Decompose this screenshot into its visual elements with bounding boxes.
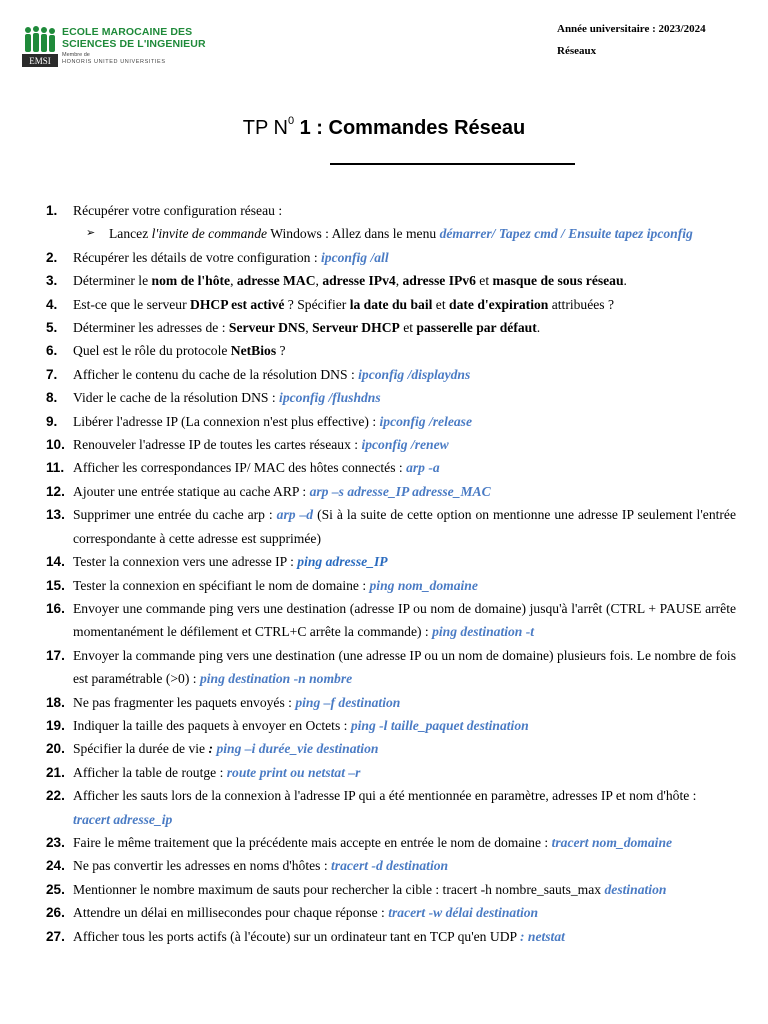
command-text: tracert -d destination (331, 858, 449, 874)
command-text: route print ou netstat –r (226, 764, 361, 780)
list-item: 12. Ajouter une entrée statique au cache ARP : arp –s adresse_IP adresse_MAC (46, 480, 736, 503)
title-prefix: TP N (242, 117, 288, 139)
title-superscript: 0 (287, 115, 295, 127)
item-number: 15. (46, 577, 65, 593)
command-text: tracert -w délai destination (388, 905, 539, 921)
command-text: tracert adresse_ip (73, 811, 173, 827)
logo-line-4: HONORIS UNITED UNIVERSITIES (62, 59, 166, 65)
instruction-list (46, 199, 736, 948)
item-number: 26. (46, 905, 65, 921)
list-item: 6. Quel est le rôle du protocole NetBios ? (46, 339, 736, 362)
command-text: ipconfig /flushdns (279, 390, 381, 406)
command-text: arp –d (276, 507, 314, 523)
command-text: tracert nom_domaine (551, 834, 673, 850)
item-number: 21. (46, 764, 65, 780)
module-name: Réseaux (557, 45, 597, 57)
list-item: 3. Déterminer le nom de l'hôte, adresse MAC, adresse IPv4, adresse IPv6 et masque de sous réseau. (46, 269, 736, 292)
item-number: 27. (46, 928, 65, 944)
list-item: 7. Afficher le contenu du cache de la résolution DNS : ipconfig /displaydns (46, 363, 736, 386)
header-info (557, 22, 706, 58)
item-number: 12. (46, 483, 65, 499)
item-number: 1. (46, 203, 58, 218)
command-text: arp –s adresse_IP adresse_MAC (309, 483, 491, 499)
list-item: 14. Tester la connexion vers une adresse IP : ping adresse_IP (46, 550, 736, 573)
item-number: 17. (46, 647, 65, 663)
command-text: : netstat (519, 928, 565, 944)
list-item: 10. Renouveler l'adresse IP de toutes les cartes réseaux : ipconfig /renew (46, 433, 736, 456)
command-text: ping –i durée_vie destination (216, 741, 379, 757)
command-text: arp -a (406, 460, 440, 476)
title-underline (330, 163, 575, 165)
command-text: ping –f destination (295, 694, 401, 710)
list-item: 19. Indiquer la taille des paquets à envoyer en Octets : ping -l taille_paquet destination (46, 714, 736, 737)
list-item: 24. Ne pas convertir les adresses en noms d'hôtes : tracert -d destination (46, 854, 736, 877)
command-text: démarrer/ Tapez cmd / Ensuite tapez ipconfig (439, 226, 693, 242)
list-item: 16. Envoyer une commande ping vers une destination (adresse IP ou nom de domaine) jusqu'à l'arrêt (CTRL + PAUSE arrête momentanément le défilement et CTRL+C arrête la commande) : ping destination -t (46, 597, 736, 644)
item-number: 16. (46, 600, 65, 616)
command-text: ping nom_domaine (369, 577, 478, 593)
list-item: 15. Tester la connexion en spécifiant le nom de domaine : ping nom_domaine (46, 574, 736, 597)
item-number: 7. (46, 366, 58, 382)
school-logo (22, 24, 206, 70)
logo-line-2: SCIENCES DE L'INGENIEUR (62, 38, 206, 50)
list-item: 8. Vider le cache de la résolution DNS : ipconfig /flushdns (46, 386, 736, 409)
item-number: 8. (46, 390, 58, 406)
list-item: 13. Supprimer une entrée du cache arp : arp –d (Si à la suite de cette option on mentionne une adresse IP seulement l'entrée correspondante à cette adresse est supprimée) (46, 503, 736, 550)
list-item: 20. Spécifier la durée de vie : ping –i durée_vie destination (46, 737, 736, 760)
item-number: 25. (46, 881, 65, 897)
list-item: 5. Déterminer les adresses de : Serveur DNS, Serveur DHCP et passerelle par défaut. (46, 316, 736, 339)
item-number: 3. (46, 273, 58, 289)
item-number: 13. (46, 507, 65, 523)
item-number: 5. (46, 320, 58, 336)
item-number: 9. (46, 413, 58, 429)
list-item: 11. Afficher les correspondances IP/ MAC des hôtes connectés : arp -a (46, 456, 736, 479)
command-text: ping -l taille_paquet destination (350, 717, 529, 733)
command-text: ping destination -t (432, 624, 535, 640)
item-number: 6. (46, 343, 58, 359)
list-item: 2. Récupérer les détails de votre configuration : ipconfig /all (46, 246, 736, 269)
logo-line-1: ECOLE MAROCAINE DES (62, 26, 193, 38)
item-number: 10. (46, 437, 65, 453)
list-item: 9. Libérer l'adresse IP (La connexion n'est plus effective) : ipconfig /release (46, 410, 736, 433)
item-number: 2. (46, 249, 58, 265)
page-title (0, 117, 768, 140)
list-item: 27. Afficher tous les ports actifs (à l'écoute) sur un ordinateur tant en TCP qu'en UDP : netstat (46, 925, 736, 948)
item-number: 20. (46, 741, 65, 757)
item-number: 4. (46, 296, 58, 312)
item-number: 18. (46, 694, 65, 710)
list-item: 23. Faire le même traitement que la précédente mais accepte en entrée le nom de domaine : tracert nom_domaine (46, 831, 736, 854)
list-subitem: ➢ Lancez l'invite de commande Windows : Allez dans le menu démarrer/ Tapez cmd / Ensuite tapez ipconfig (46, 222, 736, 245)
command-text: ping adresse_IP (297, 554, 388, 570)
academic-year: Année universitaire : 2023/2024 (557, 23, 706, 35)
arrow-bullet-icon: ➢ (86, 227, 96, 240)
list-item: 26. Attendre un délai en millisecondes pour chaque réponse : tracert -w délai destination (46, 901, 736, 924)
item-number: 11. (46, 460, 65, 476)
logo-line-3: Membre de (62, 52, 90, 58)
item-number: 24. (46, 858, 65, 874)
command-text: ping destination -n nombre (199, 671, 353, 687)
item-number: 23. (46, 834, 65, 850)
list-item: 4. Est-ce que le serveur DHCP est activé ? Spécifier la date du bail et date d'expiration attribuées ? (46, 293, 736, 316)
emsi-figures-icon (22, 24, 58, 68)
command-text: ipconfig /all (321, 249, 389, 265)
item-number: 19. (46, 717, 65, 733)
list-item: 22. Afficher les sauts lors de la connexion à l'adresse IP qui a été mentionnée en paramètre, adresses IP et nom d'hôte : tracert adresse_ip (46, 784, 736, 831)
command-text: ipconfig /release (379, 413, 472, 429)
command-text: ipconfig /renew (361, 437, 449, 453)
list-item: 25. Mentionner le nombre maximum de sauts pour rechercher la cible : tracert -h nombre_sauts_max destination (46, 878, 736, 901)
list-item: 1. Récupérer votre configuration réseau : (46, 199, 736, 222)
title-rest: : Commandes Réseau (310, 117, 526, 139)
command-text: ipconfig /displaydns (358, 366, 471, 382)
list-item: 17. Envoyer la commande ping vers une destination (une adresse IP ou un nom de domaine) plusieurs fois. Le nombre de fois est paramétrable (>0) : ping destination -n nombre (46, 644, 736, 691)
command-text: destination (604, 881, 667, 897)
list-item: 21. Afficher la table de routge : route print ou netstat –r (46, 761, 736, 784)
title-number: 1 (299, 117, 311, 139)
list-item: 18. Ne pas fragmenter les paquets envoyés : ping –f destination (46, 691, 736, 714)
logo-badge: EMSI (29, 56, 51, 66)
item-number: 14. (46, 554, 65, 570)
item-number: 22. (46, 788, 65, 804)
